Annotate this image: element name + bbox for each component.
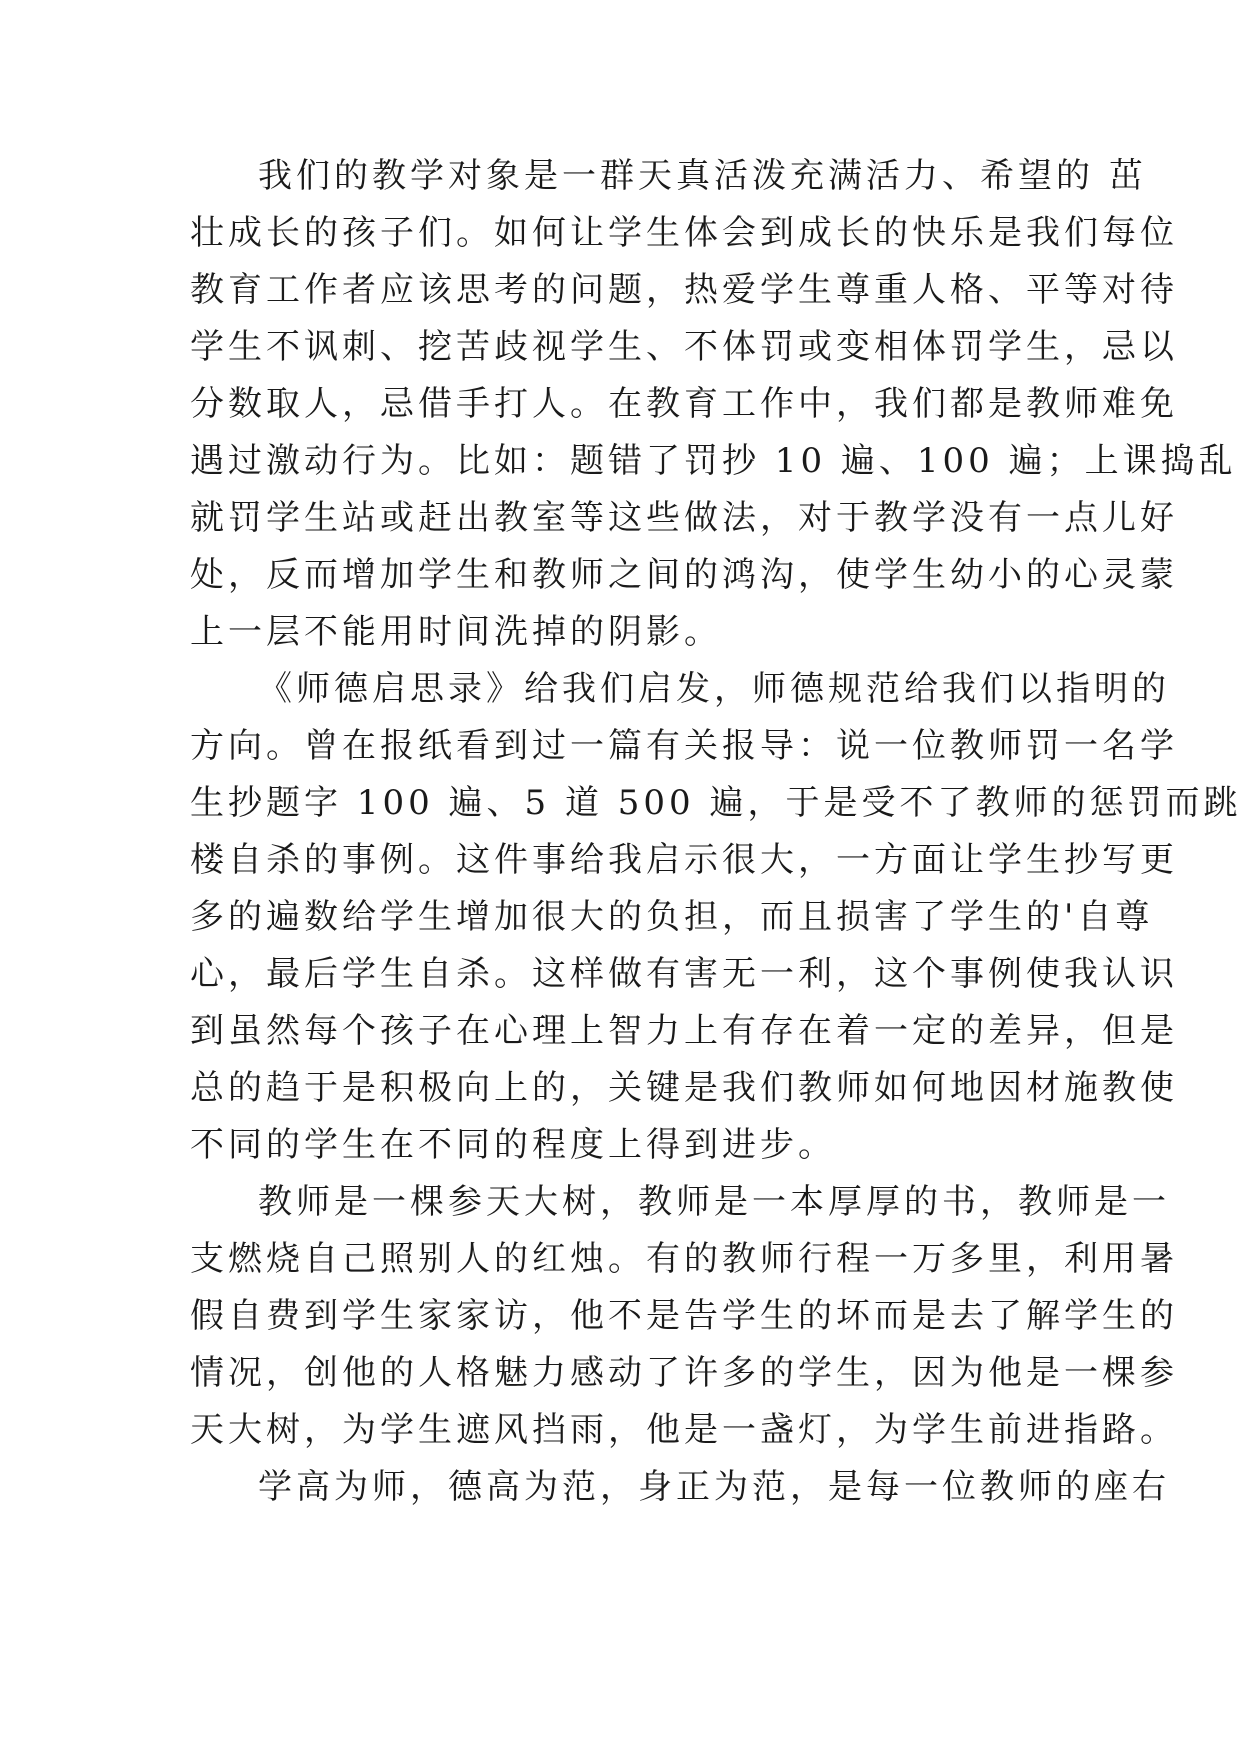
text-line: 情况，创他的人格魅力感动了许多的学生，因为他是一棵参	[190, 1353, 1178, 1393]
text-line: 多的遍数给学生增加很大的负担，而且损害了学生的'自尊	[190, 897, 1154, 937]
text-line: 学生不讽刺、挖苦歧视学生、不体罚或变相体罚学生，忌以	[190, 327, 1178, 367]
text-line: 教育工作者应该思考的问题，热爱学生尊重人格、平等对待	[190, 270, 1178, 310]
text-line: 我们的教学对象是一群天真活泼充满活力、希望的 茁	[258, 156, 1147, 196]
text-line: 假自费到学生家家访，他不是告学生的坏而是去了解学生的	[190, 1296, 1178, 1336]
text-line: 生抄题字 100 遍、5 道 500 遍，于是受不了教师的惩罚而跳	[190, 783, 1241, 823]
text-line: 壮成长的孩子们。如何让学生体会到成长的快乐是我们每位	[190, 213, 1178, 253]
text-line: 处，反而增加学生和教师之间的鸿沟，使学生幼小的心灵蒙	[190, 555, 1178, 595]
text-line: 楼自杀的事例。这件事给我启示很大，一方面让学生抄写更	[190, 840, 1178, 880]
text-line: 《师德启思录》给我们启发，师德规范给我们以指明的	[258, 669, 1170, 709]
text-line: 学高为师，德高为范，身正为范，是每一位教师的座右	[258, 1467, 1170, 1507]
text-line: 天大树，为学生遮风挡雨，他是一盏灯，为学生前进指路。	[190, 1410, 1178, 1450]
text-line: 心，最后学生自杀。这样做有害无一利，这个事例使我认识	[190, 954, 1178, 994]
text-line: 支燃烧自己照别人的红烛。有的教师行程一万多里，利用暑	[190, 1239, 1178, 1279]
text-line: 到虽然每个孩子在心理上智力上有存在着一定的差异，但是	[190, 1011, 1178, 1051]
text-line: 教师是一棵参天大树，教师是一本厚厚的书，教师是一	[258, 1182, 1170, 1222]
text-line: 方向。曾在报纸看到过一篇有关报导：说一位教师罚一名学	[190, 726, 1178, 766]
text-line: 不同的学生在不同的程度上得到进步。	[190, 1125, 836, 1165]
text-line: 遇过激动行为。比如：题错了罚抄 10 遍、100 遍；上课捣乱	[190, 441, 1237, 481]
text-line: 总的趋于是积极向上的，关键是我们教师如何地因材施教使	[190, 1068, 1178, 1108]
text-line: 分数取人，忌借手打人。在教育工作中，我们都是教师难免	[190, 384, 1178, 424]
text-line: 就罚学生站或赶出教室等这些做法，对于教学没有一点儿好	[190, 498, 1178, 538]
text-line: 上一层不能用时间洗掉的阴影。	[190, 612, 722, 652]
